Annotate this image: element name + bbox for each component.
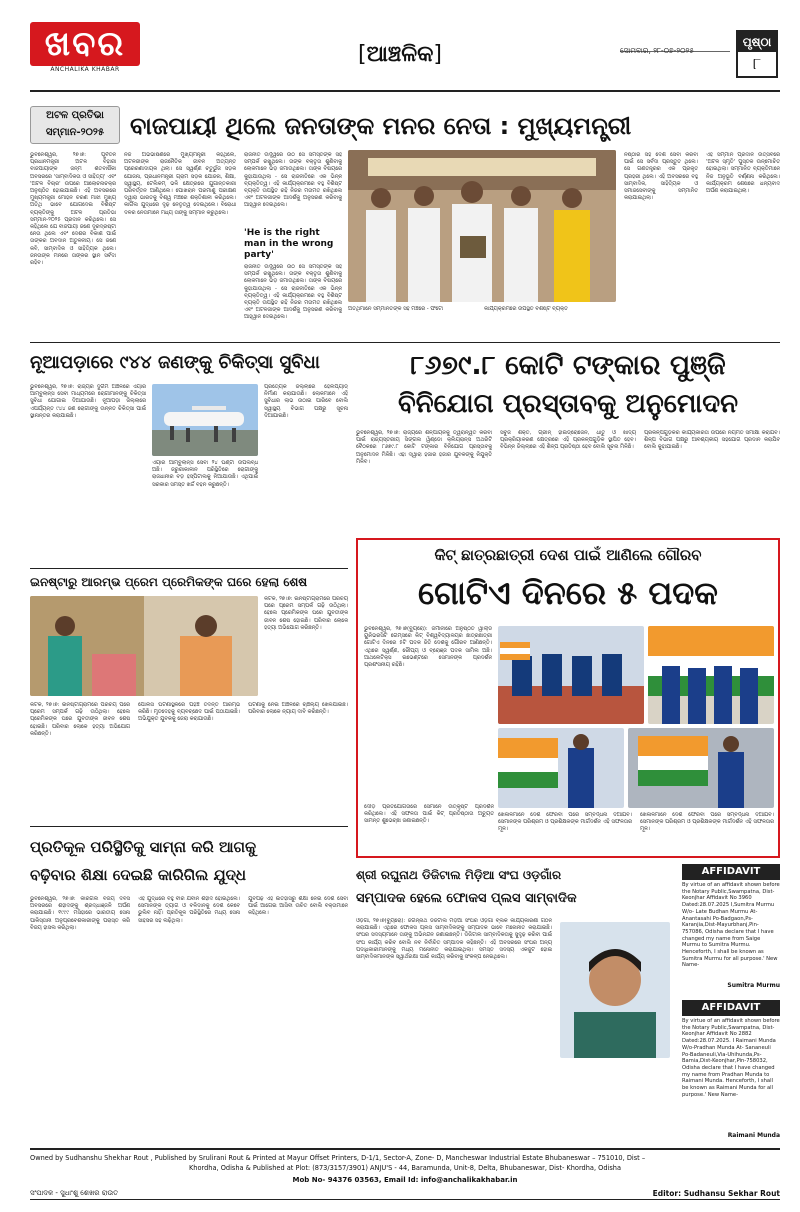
footer-imprint-2: Khordha, Odisha & Published at Plot: (873/3157/3901) ANJU'S - 44, Baramunda, Unit-8, Delta, Bhubaneswar, Dist- Khordha, Odisha: [188, 1164, 622, 1172]
affidavit-1: [682, 864, 780, 996]
air-ambulance-photo: [152, 384, 258, 456]
footer-contact: Mob No- 94376 03563, Email Id: info@anchalikakhabar.in: [292, 1176, 518, 1184]
family-photo-art: [30, 596, 258, 696]
story6-col1: ଭୁବନେଶ୍ୱର, ୨୭।୭: କାରଗିଲ ବିଜୟ ଦିବସ ଅବସରରେ ଶହୀଦଙ୍କୁ ଶ୍ରଦ୍ଧାଞ୍ଜଳି ଅର୍ପଣ କରାଯାଇଛି। ୧୯୯୯ ମସିହାରେ ଭାରତୀୟ ସେନା ପାକିସ୍ତାନୀ ଅନୁପ୍ରବେଶକାରୀଙ୍କୁ ପରାସ୍ତ କରି ବିଜୟ ହାସଲ କରିଥିଲା।: [30, 896, 130, 931]
story-media-association: [356, 864, 674, 1148]
issue-date: ସୋମବାର, ୨୮-୦୭-୨୦୨୫: [620, 46, 694, 55]
rule-2: [30, 568, 348, 569]
family-photo: [30, 596, 258, 696]
affidavit-2-body: By virtue of an affidavit shown before the Notary Public,Swampatna, Dist-Keonjhar Affidavit No 2882 Dated:28.07.2025. I Raimani Munda W/o-Pradhan Munda At- Sananeuli Po-Badaneuli,Via-Uhihunda,Ps-Bamia,Dist-Keonjhar,Pin-758032, Odisha declare that I have changed my name from Pradhan Munda to Raimani Munda. Henceforth, I shall be known as Raimani Munda for all purpose.' New Name-: [682, 1018, 780, 1098]
affidavit-2: [682, 1000, 780, 1148]
athletes-photo-2: [648, 626, 774, 724]
athletes-photo-4: [628, 728, 774, 808]
section-label: ଆଞ୍ଚଳିକ: [366, 42, 434, 67]
story4-col-right: କଟକ, ୨୭।୭: ଇନଷ୍ଟାଗ୍ରାମରେ ପରିଚୟ ପରେ ପ୍ରେମ ସମ୍ପର୍କ ଗଢ଼ି ଉଠିଥିଲା। ହେଲେ ପ୍ରେମିକଙ୍କ ଘରେ ଯୁବତୀଙ୍କ ଜୀବନ ଶେଷ ହୋଇଛି। ପରିବାର ଲୋକେ ହତ୍ୟା ଅଭିଯୋଗ କରିଛନ୍ତି।: [264, 596, 348, 631]
story3-col2: ସବୁଜ ଶକ୍ତି, ଗ୍ରୀନ୍ ହାଇଡ୍ରୋଜେନ, ଧାତୁ ଓ ଖାଦ୍ୟ ପ୍ରକ୍ରିୟାକରଣ କ୍ଷେତ୍ରରେ ଏହି ପ୍ରକଳ୍ପଗୁଡ଼ିକ ସ୍ଥାପିତ ହେବ। ବିଭିନ୍ନ ଜିଲ୍ଲାରେ ଏହି ଶିଳ୍ପ ପ୍ରତିଷ୍ଠା ହେବ ବୋଲି ସୂଚନା ମିଳିଛି।: [500, 430, 636, 451]
page-label: ପୃଷ୍ଠା: [738, 32, 776, 52]
page-number: ୮: [752, 54, 762, 73]
story5-kicker: କିଟ୍ ଛାତ୍ରଛାତ୍ରୀ ଦେଶ ପାଇଁ ଆଣିଲେ ଗୌରବ: [434, 546, 702, 564]
story3-headline-1: ୮୬୭୯.୮ କୋଟି ଟଙ୍କାର ପୁଞ୍ଜି: [410, 350, 726, 381]
footer-imprint-1: Owned by Sudhanshu Shekhar Rout , Published by Srulirani Rout & Printed at Mayur Offset Printers, D-1/1, Sector-A, Zone- D, Mancheswar Industrial Estate Bhubaneswar – 751010, Dist –: [30, 1154, 646, 1162]
story6-headline-1: ପ୍ରତିକୂଳ ପରିସ୍ଥିତିକୁ ସାମ୍ନା କରି ଆଗକୁ: [30, 838, 257, 856]
air-ambulance-art: [152, 384, 258, 456]
story1-col5: ନିଷ୍ଠାର ସହ ଦେଶ ସେବା କରିବା ପାଇଁ ସେ ସର୍ବଦା ପ୍ରସ୍ତୁତ ଥିଲେ। ସେ ଗଣତନ୍ତ୍ରର ଏକ ପ୍ରକୃତ ପ୍ରହରୀ ଥିଲେ। ଏହି ଅବସରରେ ବହୁ ସାମ୍ବାଦିକ, ସାହିତ୍ୟିକ ଓ ସମାଜସେବୀଙ୍କୁ ସମ୍ମାନିତ କରାଯାଇଥିଲା।: [624, 152, 698, 202]
affidavit-2-name: Raimani Munda: [727, 1132, 780, 1139]
story2-headline: ନୂଆପଡ଼ାରେ ୯୪୪ ଜଣଙ୍କୁ ଚିକିତ୍ସା ସୁବିଧା: [30, 352, 320, 373]
story7-body: ଓଡ଼ଗାଁ, ୨୭।୭(ବ୍ୟୁରୋ): ଜଗନ୍ନାଥ ଡିଜିଟାଲ ମିଡ଼ିଆ ସଂଘର ଓଡ଼ଗାଁ ବ୍ଲକ କାର୍ଯ୍ୟକାରିଣୀ ଗଠନ କରାଯାଇଛି। ଏଥିରେ ଫୋକସ ପ୍ଲସ ସାମ୍ବାଦିକଙ୍କୁ ସମ୍ପାଦକ ଭାବେ ମନୋନୀତ କରାଯାଇଛି। ସଂଘର ସଦସ୍ୟମାନେ ତାଙ୍କୁ ଅଭିନନ୍ଦନ ଜଣାଇଛନ୍ତି। ଡିଜିଟାଲ ସାମ୍ବାଦିକତାକୁ ସୁଦୃଢ଼ କରିବା ପାଇଁ ସଂଘ କାର୍ଯ୍ୟ କରିବ ବୋଲି ନବ ନିର୍ବାଚିତ ସମ୍ପାଦକ କହିଛନ୍ତି। ଏହି ଅବସରରେ ସଂଘର ଅନ୍ୟ ପଦାଧିକାରୀମାନଙ୍କୁ ମଧ୍ୟ ମନୋନୀତ କରାଯାଇଥିଲା। ସମସ୍ତ ସଦସ୍ୟ ଏକଜୁଟ ହୋଇ ସାମ୍ବାଦିକମାନଙ୍କ ସ୍ୱାର୍ଥରକ୍ଷା ପାଇଁ କାର୍ଯ୍ୟ କରିବାକୁ ସଂକଳ୍ପ ନେଇଥିଲେ।: [356, 918, 552, 961]
masthead-rule: [30, 90, 780, 92]
story3-headline-2: ବିନିଯୋଗ ପ୍ରସ୍ତାବକୁ ଅନୁମୋଦନ: [397, 389, 739, 419]
story-kargil: [30, 826, 348, 1148]
story1-headline: ବାଜପାୟୀ ଥିଲେ ଜନତାଙ୍କ ମନର ନେତା : ମୁଖ୍ୟମନ୍ତ୍ରୀ: [130, 112, 632, 140]
editor-portrait-art: [560, 922, 670, 1058]
story3-col1: ଭୁବନେଶ୍ୱର, ୨୭।୭: ରାଜ୍ୟରେ ଶିଳ୍ପାୟନକୁ ତ୍ୱରାନ୍ୱିତ କରିବା ପାଇଁ ରାଜ୍ୟସ୍ତରୀୟ ସିଙ୍ଗଲ ୱିଣ୍ଡୋ କ୍ଲିୟରାନ୍ସ ଅଥରିଟି ବୈଠକରେ ୮୬୭୯.୮ କୋଟି ଟଙ୍କାର ବିନିଯୋଗ ପ୍ରସ୍ତାବକୁ ଅନୁମୋଦନ ମିଳିଛି। ଏହା ଦ୍ୱାରା ହଜାର ହଜାର ଯୁବକଙ୍କୁ ନିଯୁକ୍ତି ମିଳିବ।: [356, 430, 492, 465]
date-bar: [620, 38, 730, 55]
story2-col2: ଏୟାର ଆମ୍ବୁଲାନ୍ସ ସେବା ୨୪ ଘଣ୍ଟା ଉପଲବ୍ଧ ଅଛି। ଜରୁରୀକାଳୀନ ପରିସ୍ଥିତିରେ ରୋଗୀଙ୍କୁ ରାଜଧାନୀର ବଡ଼ ହସ୍ପିଟାଲକୁ ନିଆଯାଉଛି। ଏଥିପାଇଁ ସରକାର ସମସ୍ତ ଖର୍ଚ୍ଚ ବହନ କରୁଛନ୍ତି।: [152, 460, 258, 488]
story2-col1: ଭୁବନେଶ୍ୱର, ୨୭।୭: ରାଜ୍ୟର ଦୁର୍ଗମ ଅଞ୍ଚଳରେ ଏୟାର ଆମ୍ବୁଲାନ୍ସ ସେବା ମାଧ୍ୟମରେ ରୋଗୀମାନଙ୍କୁ ଚିକିତ୍ସା ସୁବିଧା ଯୋଗାଇ ଦିଆଯାଉଛି। ନୂଆପଡ଼ା ଜିଲ୍ଲାରେ ଏପର୍ଯ୍ୟନ୍ତ ୯୪୪ ଜଣ ରୋଗୀଙ୍କୁ ଉନ୍ନତ ଚିକିତ୍ସା ପାଇଁ ସ୍ଥାନାନ୍ତର କରାଯାଇଛି।: [30, 384, 146, 419]
story7-headline-1: ଶ୍ରୀ ରଘୁନାଥ ଡିଜିଟାଲ ମିଡ଼ିଆ ସଂଘ ଓଡ଼ଗାଁର: [356, 868, 562, 882]
story1-col3a: ରାଜନୀତି ଉର୍ଦ୍ଧ୍ୱରେ ଉଠି ସେ ସମସ୍ତଙ୍କ ସହ ସମ୍ପର୍କ ରଖୁଥିଲେ। ତାଙ୍କ ବକ୍ତୃତା ଶୁଣିବାକୁ ଲୋକମାନେ ଭିଡ଼ ଜମାଉଥିଲେ। ତାଙ୍କ ବିଷୟରେ କୁହାଯାଉଥିଲା - ସେ ରାଜନୀତିରେ ଏକ ଭିନ୍ନ ବ୍ୟକ୍ତିତ୍ୱ। ଏହି କାର୍ଯ୍ୟକ୍ରମରେ ବହୁ ବିଶିଷ୍ଟ ବ୍ୟକ୍ତି ଉପସ୍ଥିତ ରହି ନିଜର ମତାମତ ରଖିଥିଲେ ଏବଂ ଅଟଳଜୀଙ୍କ ଆଦର୍ଶକୁ ଅନୁସରଣ କରିବାକୁ ଆହ୍ୱାନ ଦେଇଥିଲେ।: [244, 152, 342, 209]
page-number-box: [736, 30, 778, 78]
story1-caption-left: ଅତିଥିମାନେ ସମ୍ମାନିତଙ୍କ ସହ ମଞ୍ଚରେ - ଫଟୋ: [348, 306, 444, 312]
logo-text: ଖବର: [30, 22, 140, 66]
story2-col3: ପ୍ରତ୍ୟେକ ଜିଲ୍ଲାରେ ହେଲିପ୍ୟାଡ୍ ନିର୍ମାଣ କରାଯାଉଛି। ଲୋକମାନେ ଏହି ସୁବିଧାର ଲାଭ ଉଠାଇ ପାରିବେ ବୋଲି ସ୍ୱାସ୍ଥ୍ୟ ବିଭାଗ ପକ୍ଷରୁ ସୂଚନା ଦିଆଯାଇଛି।: [264, 384, 348, 419]
story4-headline: ଇନଷ୍ଟାରୁ ଆରମ୍ଭ ପ୍ରେମ ପ୍ରେମିକଙ୍କ ଘରେ ହେଲା ଶେଷ: [30, 575, 308, 589]
story1-col1: ଭୁବନେଶ୍ୱର, ୨୭।୭: ପୂର୍ବତନ ପ୍ରଧାନମନ୍ତ୍ରୀ ଅଟଳ ବିହାରୀ ବାଜପାୟୀଙ୍କ ଜନ୍ମ ଶତବାର୍ଷିକୀ ଅବସରରେ 'ସାମ୍ବାଦିକତା ଓ ସାହିତ୍ୟ' ଏବଂ 'ଅଟଳ ବିଚାର' ଉପରେ ଆଲୋଚନାଚକ୍ର ଅନୁଷ୍ଠିତ ହୋଇଯାଇଛି। ଏହି ଅବସରରେ ମୁଖ୍ୟମନ୍ତ୍ରୀ ମୋହନ ଚରଣ ମାଝୀ ମୁଖ୍ୟ ଅତିଥି ଭାବେ ଯୋଗଦେଇ ବିଶିଷ୍ଟ ବ୍ୟକ୍ତିଙ୍କୁ ଅଟଳ ପ୍ରତିଭା ସମ୍ମାନ-୨୦୨୫ ପ୍ରଦାନ କରିଥିଲେ। ସେ କହିଥିଲେ ଯେ ବାଜପାୟୀ ଜଣେ ଦୂରଦ୍ରଷ୍ଟା ନେତା ଥିଲେ ଏବଂ ଦେଶର ବିକାଶ ପାଇଁ ତାଙ୍କର ଅବଦାନ ଅତୁଳନୀୟ। ସେ ଜଣେ କବି, ସାମ୍ବାଦିକ ଓ ସାହିତ୍ୟିକ ଥିଲେ। ଜନତାଙ୍କ ମନରେ ତାଙ୍କର ସ୍ଥାନ ସର୍ବଦା ରହିବ।: [30, 152, 116, 267]
story1-col6: ଏହି ସମ୍ମାନ ପ୍ରଦାନ ଉତ୍ସବରେ 'ଅଟଳ ସ୍ମୃତି' ପୁସ୍ତକ ଉନ୍ମୋଚିତ ହୋଇଥିଲା। ସମ୍ମାନିତ ବ୍ୟକ୍ତିମାନେ ନିଜ ଅନୁଭୂତି ବର୍ଣ୍ଣନା କରିଥିଲେ। କାର୍ଯ୍ୟକ୍ରମ ଶେଷରେ ଧନ୍ୟବାଦ ଅର୍ପଣ କରାଯାଇଥିଲା।: [706, 152, 780, 195]
story-medals: [356, 538, 780, 858]
logo-subtitle: ANCHALIKA KHABAR: [50, 66, 120, 73]
footer-editor-en: Editor: Sudhansu Sekhar Rout: [652, 1189, 780, 1198]
award-badge: [30, 106, 120, 144]
affidavit-1-title: AFFIDAVIT: [682, 864, 780, 880]
badge-line1: ଅଟଳ ପ୍ରତିଭା: [46, 110, 104, 121]
section-title: [ଆଞ୍ଚଳିକ]: [358, 42, 442, 67]
rule-1: [30, 342, 780, 343]
badge-line2: ସମ୍ମାନ-୨୦୨୫: [45, 127, 105, 138]
affidavit-1-body: By virtue of an affidavit shown before the Notary Public,Swampatna, Dist-Keonjhar Affidavit No 3960 Dated:28.07.2025 I,Sumitra Murmu W/o- Late Budhan Murmu At- Anantasahi Po-Badgaon,Ps-Karanjia,Dist-Mayurbhanj,Pin-757086, Odisha declare that I have changed my name from Saige Murmu to Sumitra Murmu. Henceforth, I shall be known as Sumitra Murmu for all purpose.' New Name-: [682, 882, 780, 969]
footer-editor-odia: ସଂପାଦକ - ସୁଧାଂଶୁ ଶେଖର ରାଉତ: [30, 1189, 119, 1197]
story-investment: [356, 344, 780, 538]
story7-headline-2: ସମ୍ପାଦକ ହେଲେ ଫୋକସ ପ୍ଲସ ସାମ୍ବାଦିକ: [356, 891, 577, 906]
story5-col4: ଖେଳାଳିମାନେ ଦେଶ ଫେରିବା ପରେ ସମ୍ବର୍ଦ୍ଧନା ଦିଆଯିବ। ସେମାନଙ୍କ ପରିଶ୍ରମ ଓ ପ୍ରଶିକ୍ଷକଙ୍କ ମାର୍ଗଦର୍ଶନ ଏହି ସଫଳତାର ମୂଳ।: [640, 812, 774, 833]
rule-3: [30, 826, 348, 827]
logo: [30, 22, 140, 74]
story-nuapada: [30, 344, 348, 566]
story6-headline-2: ବଢ଼ିବାର ଶିକ୍ଷା ଦେଇଛି କାରିଗିଲ ଯୁଦ୍ଧ: [30, 866, 247, 884]
footer: [30, 1148, 780, 1200]
story5-col2: ଦୌଡ଼ ପ୍ରତିଯୋଗିତାରେ ସେମାନେ ଉତ୍କୃଷ୍ଟ ପ୍ରଦର୍ଶନ କରିଥିଲେ। ଏହି ସଫଳତା ପାଇଁ କିଟ୍ ପ୍ରତିଷ୍ଠାତା ଅଚ୍ୟୁତ ସାମନ୍ତ ଶୁଭେଚ୍ଛା ଜଣାଇଛନ୍ତି।: [364, 804, 494, 825]
story4-col3: ଘଟଣାକୁ ନେଇ ଅଞ୍ଚଳରେ ଚାଞ୍ଚଲ୍ୟ ଖେଳିଯାଇଛି। ପରିବାର ଲୋକେ ନ୍ୟାୟ ଦାବି କରିଛନ୍ତି।: [248, 702, 348, 716]
story6-col3: ଯୁବପିଢ଼ି ଏହି ଇତିହାସରୁ ଶିକ୍ଷା ନେଇ ଦେଶ ସେବା ପାଇଁ ଆଗେଇ ଆସିବା ଉଚିତ ବୋଲି ବକ୍ତାମାନେ କହିଥିଲେ।: [248, 896, 348, 917]
story1-quote: 'He is the right man in the wrong party': [244, 228, 334, 260]
athletes-photo-2-art: [648, 626, 774, 724]
story5-col3: ଖେଳାଳିମାନେ ଦେଶ ଫେରିବା ପରେ ସମ୍ବର୍ଦ୍ଧନା ଦିଆଯିବ। ସେମାନଙ୍କ ପରିଶ୍ରମ ଓ ପ୍ରଶିକ୍ଷକଙ୍କ ମାର୍ଗଦର୍ଶନ ଏହି ସଫଳତାର ମୂଳ।: [498, 812, 632, 833]
editor-portrait: [560, 922, 670, 1058]
athletes-photo-4-art: [628, 728, 774, 808]
story6-col2: ଏହି ଯୁଦ୍ଧରେ ବହୁ ବୀର ଯବାନ ଶହୀଦ ହୋଇଥିଲେ। ସେମାନଙ୍କ ତ୍ୟାଗ ଓ ବଳିଦାନକୁ ଦେଶ କେବେ ଭୁଲିବ ନାହିଁ। ପ୍ରତିକୂଳ ପରିସ୍ଥିତିରେ ମଧ୍ୟ ସେନା ସାହସର ସହ ଲଢ଼ିଥିଲା।: [138, 896, 240, 924]
athletes-photo-1: [498, 626, 644, 724]
story1-caption-right: କାର୍ଯ୍ୟକ୍ରମରେ ଉପସ୍ଥିତ ବିଶିଷ୍ଟ ବ୍ୟକ୍ତି: [484, 306, 568, 312]
story5-headline: ଗୋଟିଏ ଦିନରେ ୫ ପଦକ: [418, 574, 718, 612]
story-vajpayee: [30, 98, 780, 342]
ceremony-photo: [348, 150, 616, 302]
athletes-photo-1-art: [498, 626, 644, 724]
affidavit-1-name: Sumitra Murmu: [727, 982, 780, 989]
athletes-photo-3-art: [498, 728, 624, 808]
story-instagram: [30, 568, 348, 824]
ceremony-photo-art: [348, 150, 616, 302]
story1-col3b: ରାଜନୀତି ଉର୍ଦ୍ଧ୍ୱରେ ଉଠି ସେ ସମସ୍ତଙ୍କ ସହ ସମ୍ପର୍କ ରଖୁଥିଲେ। ତାଙ୍କ ବକ୍ତୃତା ଶୁଣିବାକୁ ଲୋକମାନେ ଭିଡ଼ ଜମାଉଥିଲେ। ତାଙ୍କ ବିଷୟରେ କୁହାଯାଉଥିଲା - ସେ ରାଜନୀତିରେ ଏକ ଭିନ୍ନ ବ୍ୟକ୍ତିତ୍ୱ। ଏହି କାର୍ଯ୍ୟକ୍ରମରେ ବହୁ ବିଶିଷ୍ଟ ବ୍ୟକ୍ତି ଉପସ୍ଥିତ ରହି ନିଜର ମତାମତ ରଖିଥିଲେ ଏବଂ ଅଟଳଜୀଙ୍କ ଆଦର୍ଶକୁ ଅନୁସରଣ କରିବାକୁ ଆହ୍ୱାନ ଦେଇଥିଲେ।: [244, 264, 342, 321]
affidavit-2-title: AFFIDAVIT: [682, 1000, 780, 1016]
story4-col1: କଟକ, ୨୭।୭: ଇନଷ୍ଟାଗ୍ରାମରେ ପରିଚୟ ପରେ ପ୍ରେମ ସମ୍ପର୍କ ଗଢ଼ି ଉଠିଥିଲା। ହେଲେ ପ୍ରେମିକଙ୍କ ଘରେ ଯୁବତୀଙ୍କ ଜୀବନ ଶେଷ ହୋଇଛି। ପରିବାର ଲୋକେ ହତ୍ୟା ଅଭିଯୋଗ କରିଛନ୍ତି।: [30, 702, 130, 737]
story5-col1: ଭୁବନେଶ୍ୱର, ୨୭।୭(ବ୍ୟୁରୋ): ଜର୍ମାନୀରେ ଅନୁଷ୍ଠିତ ୱାର୍ଲ୍ଡ ୟୁନିଭରସିଟି ଗେମ୍ସରେ କିଟ୍ ବିଶ୍ୱବିଦ୍ୟାଳୟର ଛାତ୍ରଛାତ୍ରୀ ଗୋଟିଏ ଦିନରେ ୫ଟି ପଦକ ଜିତି ଦେଶକୁ ଗୌରବ ଆଣିଛନ୍ତି। ଏଥିରେ ସ୍ୱର୍ଣ୍ଣ, ରୌପ୍ୟ ଓ ବ୍ରୋଞ୍ଜ ପଦକ ସାମିଲ ଅଛି। ଆଥଲେଟିକ୍ସ ଇଭେଣ୍ଟରେ ସେମାନଙ୍କ ପ୍ରଦର୍ଶନ ପ୍ରଶଂସନୀୟ ରହିଛି।: [364, 626, 492, 669]
masthead: [0, 0, 800, 98]
athletes-photo-3: [498, 728, 624, 808]
story1-col2: ନିଜ ଅଭିଭାଷଣରେ ମୁଖ୍ୟମନ୍ତ୍ରୀ କହିଥିଲେ, ଅଟଳଜୀଙ୍କ ରାଜନୈତିକ ଜୀବନ ଅତ୍ୟନ୍ତ ପ୍ରେରଣାଦାୟକ ଥିଲା। ସେ ସ୍ୱର୍ଣ୍ଣ ଚତୁର୍ଭୁଜ ସଡ଼କ ଯୋଜନା, ପ୍ରଧାନମନ୍ତ୍ରୀ ଗ୍ରାମ ସଡ଼କ ଯୋଜନା, ଶିକ୍ଷା, ସ୍ୱାସ୍ଥ୍ୟ, ଟେଲିକମ୍ ଭଳି କ୍ଷେତ୍ରରେ ଯୁଗାନ୍ତକାରୀ ପରିବର୍ତ୍ତନ ଆଣିଥିଲେ। ପୋଖରାନ ପରମାଣୁ ପରୀକ୍ଷଣ ଦ୍ୱାରା ଭାରତକୁ ବିଶ୍ୱ ମଞ୍ଚରେ ଶକ୍ତିଶାଳୀ କରିଥିଲେ। କାର୍ଗିଲ ଯୁଦ୍ଧରେ ଦୃଢ଼ ନେତୃତ୍ୱ ଦେଇଥିଲେ। ବିରୋଧୀ ଦଳର ନେତାମାନେ ମଧ୍ୟ ତାଙ୍କୁ ସମ୍ମାନ କରୁଥିଲେ।: [124, 152, 236, 216]
story4-col2: ପୋଲିସ ଘଟଣାସ୍ଥଳରେ ପହଞ୍ଚି ତଦନ୍ତ ଆରମ୍ଭ କରିଛି। ମୃତଦେହକୁ ବ୍ୟବଚ୍ଛେଦ ପାଇଁ ପଠାଯାଇଛି। ଅଭିଯୁକ୍ତ ଯୁବକକୁ ଜେରା କରାଯାଉଛି।: [138, 702, 240, 723]
story3-col3: ପ୍ରକଳ୍ପଗୁଡ଼ିକର କାର୍ଯ୍ୟକାରିତା ଉପରେ ନିୟମିତ ସମୀକ୍ଷା କରାଯିବ। ଶିଳ୍ପ ବିଭାଗ ପକ୍ଷରୁ ଆବଶ୍ୟକୀୟ ସହଯୋଗ ପ୍ରଦାନ କରାଯିବ ବୋଲି କୁହାଯାଇଛି।: [644, 430, 780, 451]
